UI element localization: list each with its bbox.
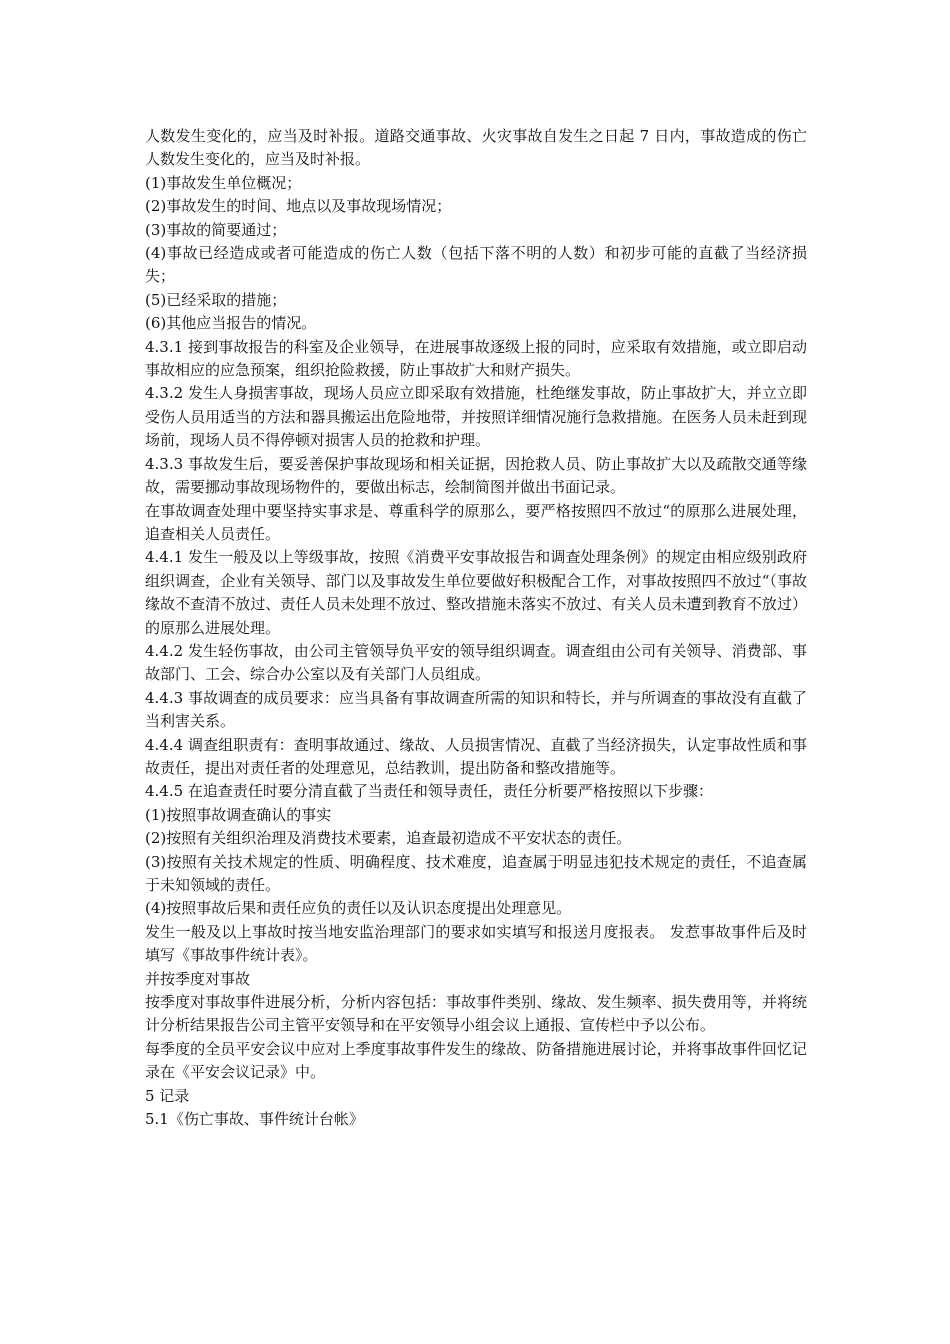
paragraph-investigation-principle: 在事故调查处理中要坚持实事求是、尊重科学的原那么，要严格按照四不放过“的原那么进展处理，追查相关人员责任。 bbox=[145, 501, 807, 543]
paragraph-followup-report: 人数发生变化的，应当及时补报。道路交通事故、火灾事故自发生之日起 7 日内，事故造成的伤亡人数发生变化的，应当及时补报。 bbox=[145, 127, 807, 169]
section-5-records-heading: 5 记录 bbox=[145, 1086, 190, 1105]
list-item-other: (6)其他应当报告的情况。 bbox=[145, 314, 317, 333]
section-4-3-3: 4.3.3 事故发生后，要妥善保护事故现场和相关证据，因抢救人员、防止事故扩大以及疏散交通等缘故，需要挪动事故现场物件的，要做出标志，绘制简图并做出书面记录。 bbox=[145, 454, 807, 497]
section-4-4-3: 4.4.3 事故调查的成员要求：应当具备有事故调查所需的知识和特长，并与所调查的事故没有直截了当利害关系。 bbox=[145, 688, 807, 731]
list-item-measures-taken: (5)已经采取的措施； bbox=[145, 290, 287, 309]
section-4-4-1: 4.4.1 发生一般及以上等级事故，按照《消费平安事故报告和调查处理条例》的规定由相应级别政府组织调查，企业有关领导、部门以及事故发生单位要做好积极配合工作，对事故按照四不放过“（事故缘故不查清不放过、责任人员未处理不放过、整改措施未落实不放过、有关人员未遭到教育不放过）的原那么进展处理。 bbox=[145, 548, 807, 637]
paragraph-quarterly-meeting: 每季度的全员平安会议中应对上季度事故事件发生的缘故、防备措施进展讨论，并将事故事件回忆记录在《平安会议记录》中。 bbox=[145, 1039, 807, 1082]
document-page bbox=[145, 125, 807, 1131]
list-item-consequences: (4)按照事故后果和责任应负的责任以及认识态度提出处理意见。 bbox=[145, 899, 572, 918]
section-4-3-1: 4.3.1 接到事故报告的科室及企业领导，在进展事故逐级上报的同时，应采取有效措施，或立即启动事故相应的应急预案，组织抢险救援，防止事故扩大和财产损失。 bbox=[145, 337, 807, 380]
section-4-4-4: 4.4.4 调查组职责有：查明事故通过、缘故、人员损害情况、直截了当经济损失，认定事故性质和事故责任，提出对责任者的处理意见，总结教训，提出防备和整改措施等。 bbox=[145, 735, 807, 777]
paragraph-quarterly-analysis: 按季度对事故事件进展分析，分析内容包括：事故事件类别、缘故、发生频率、损失费用等，并将统计分析结果报告公司主管平安领导和在平安领导小组会议上通报、宣传栏中予以公布。 bbox=[145, 993, 807, 1035]
list-item-casualties: (4)事故已经造成或者可能造成的伤亡人数（包括下落不明的人数）和初步可能的直截了当经济损失； bbox=[145, 244, 807, 286]
list-item-brief-process: (3)事故的简要通过； bbox=[145, 220, 287, 239]
list-item-time-place: (2)事故发生的时间、地点以及事故现场情况； bbox=[145, 197, 452, 216]
section-4-4-5: 4.4.5 在追查责任时要分清直截了当责任和领导责任，责任分析要严格按照以下步骤： bbox=[145, 782, 713, 801]
section-5-1-ledger: 5.1《伤亡事故、事件统计台帐》 bbox=[145, 1110, 364, 1129]
list-item-organization-factors: (2)按照有关组织治理及消费技术要素，追查最初造成不平安状态的责任。 bbox=[145, 829, 632, 848]
list-item-technical-rules: (3)按照有关技术规定的性质、明确程度、技术难度，追查属于明显违犯技术规定的责任，不追查属于未知领域的责任。 bbox=[145, 852, 807, 894]
section-4-4-2: 4.4.2 发生轻伤事故，由公司主管领导负平安的领导组织调查。调查组由公司有关领导、消费部、事故部门、工会、综合办公室以及有关部门人员组成。 bbox=[145, 641, 807, 684]
list-item-confirmed-facts: (1)按照事故调查确认的事实 bbox=[145, 805, 332, 824]
paragraph-monthly-report: 发生一般及以上事故时按当地安监治理部门的要求如实填写和报送月度报表。 发惹事故事件后及时填写《事故事件统计表》。 bbox=[145, 922, 807, 965]
paragraph-quarterly-heading: 并按季度对事故 bbox=[145, 969, 251, 988]
section-4-3-2: 4.3.2 发生人身损害事故，现场人员应立即采取有效措施，杜绝继发事故，防止事故扩大，并立立即受伤人员用适当的方法和器具搬运出危险地带，并按照详细情况施行急救措施。在医务人员未赶到现场前，现场人员不得停顿对损害人员的抢救和护理。 bbox=[145, 384, 807, 450]
list-item-unit-overview: (1)事故发生单位概况； bbox=[145, 173, 302, 192]
